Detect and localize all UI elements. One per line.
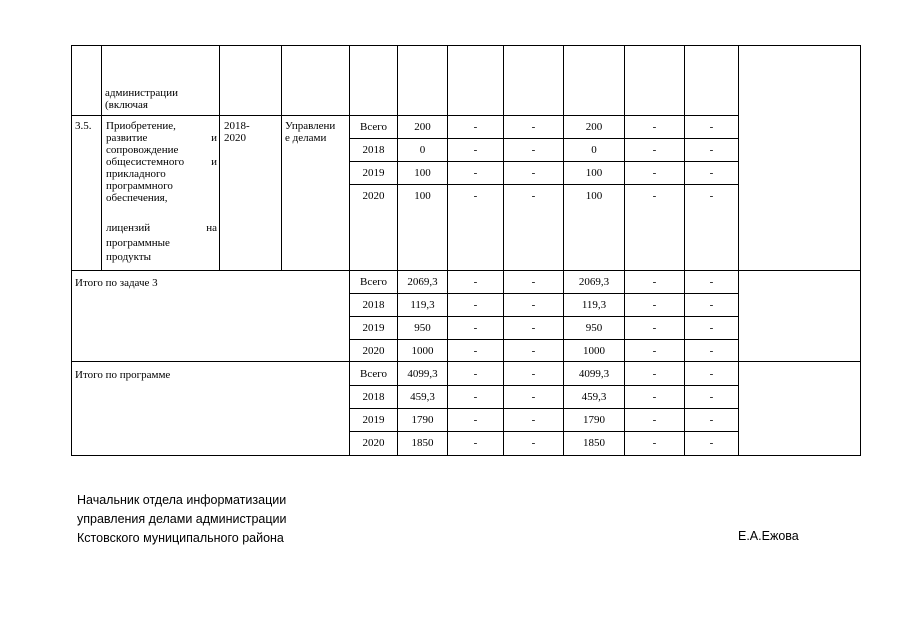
- table-cell: -: [473, 144, 478, 156]
- desc-line: Приобретение,: [106, 120, 176, 132]
- table-cell: 119,3: [410, 299, 435, 311]
- table-cell: -: [531, 345, 536, 357]
- table-cell: -: [473, 167, 478, 179]
- prev-row-text: администрации: [105, 87, 178, 99]
- table-cell: -: [473, 368, 478, 380]
- table-cell: -: [652, 167, 657, 179]
- table-cell: -: [652, 391, 657, 403]
- table-cell: 950: [414, 322, 431, 334]
- table-cell: 0: [591, 144, 597, 156]
- table-cell: -: [709, 144, 714, 156]
- table-line: [349, 138, 739, 139]
- program-total-label: Итого по программе: [75, 369, 171, 381]
- table-cell: -: [709, 322, 714, 334]
- table-cell: Всего: [360, 121, 387, 133]
- table-cell: 200: [585, 121, 603, 133]
- table-line: [349, 339, 739, 340]
- table-cell: -: [652, 121, 657, 133]
- table-cell: -: [652, 299, 657, 311]
- footer-line: управления делами администрации: [77, 512, 287, 526]
- table-cell: 2020: [362, 437, 385, 449]
- table-cell: 1850: [583, 437, 605, 449]
- table-cell: 950: [585, 322, 603, 334]
- table-cell: -: [531, 276, 536, 288]
- table-cell: 100: [585, 167, 603, 179]
- table-cell: 4099,3: [578, 368, 610, 380]
- budget-table: [71, 45, 861, 456]
- table-cell: -: [709, 190, 714, 202]
- table-cell: 1000: [583, 345, 605, 357]
- table-cell: -: [709, 437, 714, 449]
- table-cell: -: [473, 345, 478, 357]
- table-line: [71, 115, 739, 116]
- table-cell: Всего: [360, 368, 387, 380]
- prev-row-text: (включая: [105, 99, 148, 111]
- table-cell: -: [709, 299, 714, 311]
- table-cell: -: [709, 276, 714, 288]
- task3-total-label: Итого по задаче 3: [75, 277, 158, 289]
- footer-line: Начальник отдела информатизации: [77, 493, 287, 507]
- table-cell: -: [473, 322, 478, 334]
- signature-name: Е.А.Ежова: [738, 529, 799, 543]
- desc-line: обеспечения,: [106, 192, 168, 204]
- period-text: 2020: [224, 132, 246, 144]
- table-cell: 2018: [362, 299, 385, 311]
- table-cell: -: [652, 322, 657, 334]
- footer-line: Кстовского муниципального района: [77, 531, 284, 545]
- desc-line: развитие и: [106, 132, 217, 144]
- table-line: [349, 431, 739, 432]
- table-cell: 2020: [362, 190, 385, 202]
- table-cell: -: [652, 345, 657, 357]
- table-cell: 2020: [362, 345, 385, 357]
- table-line: [71, 45, 72, 456]
- table-line: [71, 361, 861, 362]
- desc-line: лицензий на: [106, 222, 217, 234]
- table-cell: -: [531, 299, 536, 311]
- table-cell: 4099,3: [407, 368, 438, 380]
- desc-line: программные: [106, 237, 170, 249]
- table-cell: 2018: [362, 391, 385, 403]
- table-cell: -: [709, 414, 714, 426]
- table-cell: -: [531, 190, 536, 202]
- table-cell: -: [652, 437, 657, 449]
- table-cell: -: [473, 299, 478, 311]
- table-line: [71, 270, 861, 271]
- executor-text: Управлени: [285, 120, 336, 132]
- table-line: [101, 45, 102, 271]
- table-cell: -: [709, 391, 714, 403]
- table-cell: -: [473, 276, 478, 288]
- table-line: [219, 45, 220, 271]
- table-cell: 2069,3: [578, 276, 610, 288]
- table-cell: -: [652, 368, 657, 380]
- table-cell: 1850: [411, 437, 434, 449]
- table-cell: -: [531, 167, 536, 179]
- table-line: [860, 45, 861, 456]
- table-line: [349, 293, 739, 294]
- table-cell: -: [473, 190, 478, 202]
- table-cell: 100: [414, 167, 431, 179]
- table-cell: 459,3: [581, 391, 607, 403]
- table-line: [281, 45, 282, 271]
- table-cell: -: [652, 190, 657, 202]
- table-cell: -: [709, 167, 714, 179]
- signature-block: [77, 491, 287, 548]
- table-cell: -: [652, 144, 657, 156]
- table-cell: 0: [419, 144, 426, 156]
- table-cell: -: [531, 121, 536, 133]
- table-line: [349, 316, 739, 317]
- desc-line: общесистемного и: [106, 156, 217, 168]
- desc-line: продукты: [106, 251, 152, 263]
- table-line: [349, 184, 739, 185]
- table-line: [71, 455, 861, 456]
- table-cell: -: [531, 414, 536, 426]
- table-cell: 2019: [362, 322, 385, 334]
- table-cell: -: [473, 437, 478, 449]
- table-cell: -: [652, 276, 657, 288]
- table-cell: -: [473, 414, 478, 426]
- desc-line: сопровождение: [106, 144, 179, 156]
- table-cell: 1790: [583, 414, 605, 426]
- table-cell: -: [531, 144, 536, 156]
- table-cell: 200: [414, 121, 431, 133]
- table-cell: 2069,3: [407, 276, 438, 288]
- desc-line: прикладного: [106, 168, 166, 180]
- table-line: [738, 45, 739, 456]
- table-cell: -: [531, 368, 536, 380]
- table-line: [71, 45, 861, 46]
- table-cell: -: [473, 391, 478, 403]
- table-cell: 100: [414, 190, 431, 202]
- table-cell: -: [709, 121, 714, 133]
- table-cell: Всего: [360, 276, 387, 288]
- table-cell: -: [531, 391, 536, 403]
- table-cell: 2019: [362, 167, 385, 179]
- table-cell: 1790: [411, 414, 434, 426]
- table-cell: 2018: [362, 144, 385, 156]
- period-text: 2018-: [224, 120, 250, 132]
- table-cell: 2019: [362, 414, 385, 426]
- table-cell: -: [709, 368, 714, 380]
- row-number: 3.5.: [75, 120, 92, 132]
- table-cell: -: [531, 322, 536, 334]
- table-cell: 459,3: [410, 391, 435, 403]
- table-line: [349, 161, 739, 162]
- table-cell: 1000: [411, 345, 434, 357]
- executor-text: е делами: [285, 132, 327, 144]
- desc-line: программного: [106, 180, 173, 192]
- table-line: [349, 408, 739, 409]
- table-cell: -: [473, 121, 478, 133]
- table-cell: 119,3: [581, 299, 607, 311]
- table-cell: -: [652, 414, 657, 426]
- table-line: [349, 385, 739, 386]
- table-cell: 100: [585, 190, 603, 202]
- table-cell: -: [709, 345, 714, 357]
- table-cell: -: [531, 437, 536, 449]
